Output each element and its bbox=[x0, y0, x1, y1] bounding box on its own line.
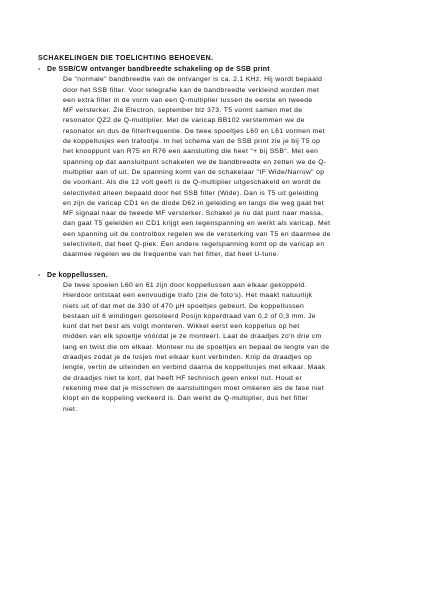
body-line: de koppellusjes een trafootje. In het schema van de SSB print zie je bij T5 op bbox=[63, 138, 321, 146]
body-line: midden van elk spoeltje vóórdat je ze monteert. Laat de draadjes zo'n drie cm bbox=[63, 333, 322, 341]
body-line: het knooppunt van R75 en R76 een aansluiting die heet "+ bij SSB". Met een bbox=[63, 148, 319, 156]
body-line: De twee spoelen L60 en 61 zijn door koppellussen aan elkaar gekoppeld. bbox=[63, 281, 307, 289]
bullet-marker: - bbox=[38, 271, 41, 279]
body-line: niet. bbox=[63, 405, 78, 413]
body-line: de draadjes niet te kort, dat heeft HF technisch geen enkel nut. Houd er bbox=[63, 374, 303, 382]
section-heading-text: De koppellussen. bbox=[47, 271, 108, 279]
body-line: selectiviteit alleen bepaald door het SSB filter (Wide). Dan is T5 uit geleiding bbox=[63, 189, 319, 197]
body-line: niets uit of dat met de 330 of 470 µH spoeltjes gebeurt. De koppellussen bbox=[63, 302, 305, 310]
body-line: door het SSB filter. Voor telegrafie kan de bandbreedte verkleind worden met bbox=[63, 86, 320, 94]
body-line: een spanning uit de controlbox regelen we de versterking van T5 en daarmee de bbox=[63, 230, 331, 238]
body-line: draadjes zodat je de lusjes met elkaar kunt verbinden. Knip de draadjes op bbox=[63, 354, 313, 362]
body-line: en zijn de varicap CD1 en de diode D62 in geleiding en langs die weg gaat het bbox=[63, 199, 325, 207]
body-line: dan gaat T5 geleiden en CD1 krijgt een tegenspanning en werkt als varicap. Met bbox=[63, 220, 331, 228]
body-line: Hierdoor ontstaat een eenvoudige trafo (zie de foto's). Het maakt natuurlijk bbox=[63, 292, 313, 300]
body-line: de voorkant. Als die 12 volt geeft is de Q-multiplier uitgeschakeld en wordt de bbox=[63, 179, 322, 187]
section-spacer bbox=[38, 261, 388, 271]
section-heading bbox=[38, 271, 388, 281]
section-body bbox=[63, 75, 388, 260]
body-line: bestaan uit 6 windingen gelsoleerd Posijn koperdraad van 0,2 of 0,3 mm. Je bbox=[63, 312, 316, 320]
section-heading bbox=[38, 65, 388, 75]
section-heading-text: De SSB/CW ontvanger bandbreedte schakeling op de SSB print bbox=[47, 66, 270, 73]
section-body bbox=[63, 281, 388, 415]
section-koppellussen bbox=[38, 271, 388, 415]
body-line: MF versterker. Zie Electron, september blz 373. T5 vormt samen met de bbox=[63, 107, 303, 115]
document-title: SCHAKELINGEN DIE TOELICHTING BEHOEVEN. bbox=[38, 55, 214, 62]
bullet-marker: - bbox=[38, 66, 41, 73]
body-line: spanning op dat aansluitpunt schakelen we de bandbreedte en zetten we de Q- bbox=[63, 158, 327, 166]
body-line: klopt en de koppeling verkeerd is. Dan werkt de Q-multiplier, dus het filter bbox=[63, 395, 309, 403]
body-line: multiplier aan of uit. De spanning komt van de schakelaar "IF Wide/Narrow" op bbox=[63, 168, 325, 176]
body-line: lengte, vertin de uiteinden en verbind daarna de koppellusjes met elkaar. Maak bbox=[63, 364, 326, 372]
body-line: MF signaal naar de tweede MF versterker. Schakel je nu dat punt naar massa, bbox=[63, 210, 324, 218]
body-line: een extra filter in de vorm van een Q-multiplier tussen de eerste en tweede bbox=[63, 96, 313, 104]
body-line: kunt dat het best als volgt monteren. Wikkel eerst een koppellus op het bbox=[63, 323, 300, 331]
body-line: lang en twist die om elkaar. Monteer nu de spoeltjes en bepaal de lengte van de bbox=[63, 343, 330, 351]
body-line: selectiviteit, dat heet Q-piek. Een andere regelspanning komt op de varicap en bbox=[63, 241, 325, 249]
body-line: resonator en dus de filterfrequentie. De twee spoeltjes L60 en L61 vormen met bbox=[63, 127, 325, 135]
body-line: De "normale" bandbreedte van de ontvanger is ca. 2,1 KHz. Hij wordt bepaald bbox=[63, 76, 323, 84]
body-line: resonator QZ2 de Q-multiplier. Met de varicap BB102 verstemmen we de bbox=[63, 117, 305, 125]
section-ssb-cw-bandwidth bbox=[38, 65, 388, 261]
body-line: daarmee regelen we de frequentie van het filter, dat heet U-tune. bbox=[63, 251, 279, 259]
body-line: rekening mee dat je misschien de aansluitingen moet omkeren als de fase niet bbox=[63, 384, 325, 392]
